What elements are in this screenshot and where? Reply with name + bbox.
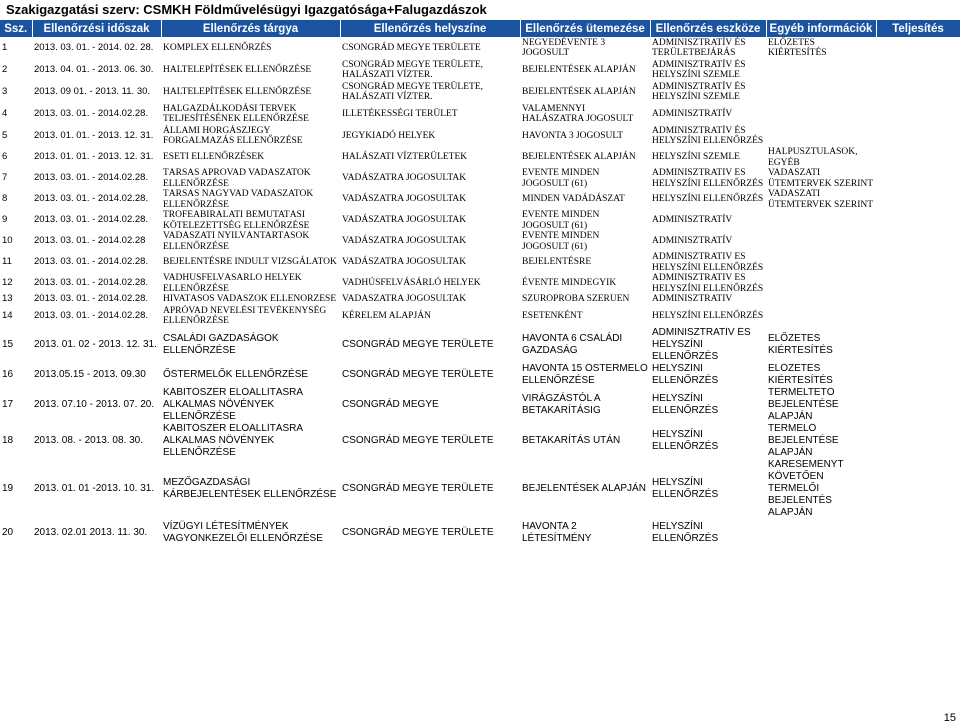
row-location: JEGYKIADÓ HELYEK: [342, 130, 436, 141]
row-location: CSONGRÁD MEGYE TERÜLETE: [342, 483, 494, 494]
row-tool: ADMINISZTRATÍV ÉS HELYSZÍNI ELLENŐRZÉS: [652, 252, 764, 273]
inspection-schedule-table: [0, 20, 960, 547]
row-period: 2013. 09 01. - 2013. 11. 30.: [34, 85, 151, 97]
row-subject: VÍZÜGYI LÉTESÍTMÉNYEK VAGYONKEZELŐI ELLENŐRZÉSE: [163, 521, 323, 544]
row-other-info: TERMELTETŐ BEJELENTÉSE ALAPJÁN: [768, 387, 839, 422]
row-period: 2013. 03. 01. - 2014.02.28.: [34, 214, 149, 226]
row-other-info: ELŐZETES KIÉRTESÍTÉS: [768, 363, 833, 386]
row-schedule: ÉVENTE MINDEGYIK: [522, 278, 617, 289]
row-tool: HELYSZÍNI ELLENŐRZÉS: [652, 477, 719, 500]
row-other-info: TERMELŐ BEJELENTÉSE ALAPJÁN: [768, 423, 839, 458]
row-period: 2013. 01. 01. - 2013. 12. 31.: [34, 129, 154, 141]
table-row: [0, 189, 960, 210]
header-row: [0, 20, 960, 37]
row-subject: HALGAZDÁLKODÁSI TERVEK TELJESÍTÉSÉNEK ELLENŐRZÉSE: [163, 103, 309, 124]
row-schedule: MINDEN VADÁDÁSZAT: [522, 194, 625, 205]
row-location: VADÁSZATRA JOGOSULTAK: [342, 236, 467, 247]
row-tool: HELYSZÍNI ELLENŐRZÉS: [652, 429, 719, 452]
row-other-info: [766, 294, 876, 305]
row-number: 6: [2, 151, 8, 163]
row-subject: CSALÁDI GAZDASÁGOK ELLENŐRZÉSE: [163, 333, 279, 356]
row-location: CSONGRÁD MEGYE TERÜLETE, HALÁSZATI VÍZTER.: [342, 81, 484, 102]
row-schedule: ÉVENTE MINDEN JOGOSULT (61): [522, 231, 600, 252]
row-subject: HIVATÁSOS VADÁSZOK ELLENŐRZÉSE: [163, 294, 337, 305]
row-fulfilment: [876, 294, 960, 305]
row-period: 2013. 03. 01. - 2014.02.28.: [34, 277, 149, 289]
table-row: [0, 459, 960, 519]
row-location: CSONGRÁD MEGYE TERÜLETE, HALÁSZATI VÍZTER.: [342, 59, 484, 80]
row-other-info: [766, 519, 876, 547]
row-schedule: HAVONTA 3 JOGOSULT: [522, 130, 624, 141]
row-period: 2013. 01. 02 - 2013. 12. 31.: [34, 339, 157, 350]
row-tool: ADMINISZTRATÍV: [652, 294, 733, 305]
table-row: [0, 103, 960, 125]
row-subject: KÁBÍTÓSZER ELŐÁLLÍTÁSRA ALKALMAS NÖVÉNYEK ELLENŐRZÉSE: [163, 387, 303, 422]
row-period: 2013.05.15 - 2013. 09.30: [34, 369, 146, 380]
row-tool: HELYSZÍNI ELLENŐRZÉS: [652, 521, 719, 544]
header-other-info: Egyéb információk: [766, 20, 876, 37]
row-tool: HELYSZÍNI ELLENŐRZÉS: [652, 393, 719, 416]
row-period: 2013. 04. 01. - 2013. 06. 30.: [34, 63, 154, 75]
row-period: 2013. 01. 01 -2013. 10. 31.: [34, 483, 155, 494]
row-subject: HALTELEPÍTÉSEK ELLENŐRZÉSE: [163, 64, 312, 75]
row-fulfilment: [876, 210, 960, 231]
row-tool: HELYSZÍNI ELLENŐRZÉS: [652, 310, 764, 321]
row-number: 12: [2, 277, 13, 289]
row-subject: KÁBÍTÓSZER ELŐÁLLÍTÁSRA ALKALMAS NÖVÉNYEK ELLENŐRZÉSE: [163, 423, 303, 458]
row-tool: ADMINISZTRATÍV ÉS HELYSZÍNI ELLENŐRZÉS: [652, 327, 751, 362]
row-subject: VADÁSZATI NYILVÁNTARTÁSOK ELLENŐRZÉSE: [163, 231, 310, 252]
row-fulfilment: [876, 81, 960, 103]
row-subject: TÁRSAS NAGYVAD VADÁSZATOK ELLENŐRZÉSE: [163, 189, 314, 210]
row-fulfilment: [876, 273, 960, 294]
row-tool: ADMINISZTRATÍV: [652, 236, 733, 247]
row-other-info: [766, 305, 876, 327]
row-other-info: [766, 125, 876, 147]
row-number: 11: [2, 256, 12, 268]
row-other-info: [766, 231, 876, 252]
row-other-info: HALPUSZTULÁSOK, EGYÉB: [768, 147, 858, 168]
row-period: 2013. 07.10 - 2013. 07. 20.: [34, 399, 155, 410]
row-period: 2013. 03. 01. - 2014.02.28.: [34, 309, 149, 321]
row-tool: HELYSZÍNI ELLENŐRZÉS: [652, 363, 719, 386]
row-subject: MEZŐGAZDASÁGI KÁRBEJELENTÉSEK ELLENŐRZÉSE: [163, 477, 337, 500]
header-ssz: Ssz.: [0, 20, 32, 37]
row-schedule: VALAMENNYI HALÁSZATRA JOGOSULT: [522, 103, 634, 124]
row-fulfilment: [876, 459, 960, 519]
row-schedule: BEJELENTÉSEK ALAPJÁN: [522, 483, 646, 494]
row-tool: ADMINISZTRATÍV ÉS HELYSZÍNI SZEMLE: [652, 59, 746, 80]
document-title: Szakigazgatási szerv: CSMKH Földművelésügyi Igazgatósága+Falugazdászok: [6, 2, 487, 17]
row-schedule: ÉVENTE MINDEN JOGOSULT (61): [522, 168, 600, 189]
table-row: [0, 363, 960, 387]
row-location: CSONGRÁD MEGYE TERÜLETE: [342, 435, 494, 446]
row-fulfilment: [876, 519, 960, 547]
row-fulfilment: [876, 231, 960, 252]
row-location: HALÁSZATI VÍZTERÜLETEK: [342, 152, 468, 163]
row-schedule: HAVONTA 6 CSALÁDI GAZDASÁG: [522, 333, 623, 356]
row-fulfilment: [876, 125, 960, 147]
row-other-info: [766, 103, 876, 125]
row-schedule: BEJELENTÉSEK ALAPJÁN: [522, 64, 636, 75]
row-fulfilment: [876, 363, 960, 387]
table-row: [0, 168, 960, 189]
row-fulfilment: [876, 37, 960, 59]
row-location: VADHÚSFELVÁSÁRLÓ HELYEK: [342, 278, 481, 289]
row-tool: ADMINISZTRATÍV ÉS HELYSZÍNI SZEMLE: [652, 81, 746, 102]
table-row: [0, 125, 960, 147]
row-number: 14: [2, 309, 13, 321]
table-row: [0, 231, 960, 252]
row-location: CSONGRÁD MEGYE TERÜLETE: [342, 42, 481, 53]
row-other-info: [766, 59, 876, 81]
row-number: 18: [2, 435, 14, 446]
row-tool: ADMINISZTRATÍV ÉS HELYSZÍNI ELLENŐRZÉS: [652, 125, 764, 146]
row-schedule: BEJELENTÉSEK ALAPJÁN: [522, 152, 636, 163]
row-schedule: ESETENKÉNT: [522, 310, 583, 321]
row-tool: ADMINISZTRATÍV ÉS HELYSZÍNI ELLENŐRZÉS: [652, 168, 764, 189]
row-number: 15: [2, 339, 14, 350]
row-tool: HELYSZÍNI ELLENŐRZÉS: [652, 194, 764, 205]
header-location: Ellenőrzés helyszíne: [340, 20, 520, 37]
row-location: ILLETÉKESSÉGI TERÜLET: [342, 108, 458, 119]
table-row: [0, 305, 960, 327]
table-row: [0, 81, 960, 103]
row-fulfilment: [876, 423, 960, 459]
row-number: 3: [2, 85, 8, 97]
row-fulfilment: [876, 305, 960, 327]
row-number: 8: [2, 193, 8, 205]
row-number: 1: [2, 41, 8, 53]
row-number: 2: [2, 63, 8, 75]
header-tool: Ellenőrzés eszköze: [650, 20, 766, 37]
row-schedule: HAVONTA 15 ŐSTERMELŐ ELLENŐRZÉSE: [522, 363, 648, 386]
table-row: [0, 252, 960, 273]
row-other-info: [766, 252, 876, 273]
table-row: [0, 294, 960, 305]
row-tool: ADMINISZTRATÍV ÉS HELYSZÍNI ELLENŐRZÉS: [652, 273, 764, 294]
row-period: 2013. 01. 01. - 2013. 12. 31.: [34, 151, 154, 163]
row-location: VADÁSZATRA JOGOSULTAK: [342, 173, 467, 184]
row-period: 2013. 03. 01. - 2014.02.28.: [34, 193, 149, 205]
row-period: 2013. 03. 01. - 2014.02.28.: [34, 172, 149, 184]
row-other-info: ELŐZETES KIÉRTESÍTÉS: [768, 37, 827, 58]
row-location: VADÁSZATRA JOGOSULTAK: [342, 215, 467, 226]
row-fulfilment: [876, 59, 960, 81]
table-row: [0, 387, 960, 423]
table-row: [0, 59, 960, 81]
row-location: CSONGRÁD MEGYE: [342, 399, 439, 410]
row-period: 2013. 03. 01. - 2014.02.28: [34, 235, 146, 247]
row-tool: ADMINISZTRATÍV: [652, 108, 733, 119]
row-subject: APRÓVAD NEVELÉSI TEVÉKENYSÉG ELLENŐRZÉSE: [163, 305, 327, 326]
row-subject: KOMPLEX ELLENŐRZÉS: [163, 42, 272, 53]
row-number: 20: [2, 527, 14, 538]
row-tool: ADMINISZTRATÍV ÉS TERÜLETBEJÁRÁS: [652, 37, 746, 58]
row-other-info: VADÁSZATI ÜTEMTERVEK SZERINT: [768, 189, 874, 210]
row-location: VADÁSZATRA JOGOSULTAK: [342, 294, 467, 305]
row-location: KÉRELEM ALAPJÁN: [342, 310, 431, 321]
row-number: 7: [2, 172, 8, 184]
row-fulfilment: [876, 168, 960, 189]
row-period: 2013. 02.01 2013. 11. 30.: [34, 527, 148, 538]
header-subject: Ellenőrzés tárgya: [161, 20, 340, 37]
row-subject: BEJELENTÉSRE INDULT VIZSGÁLATOK: [163, 257, 337, 268]
header-fulfilment: Teljesítés: [876, 20, 960, 37]
row-other-info: [766, 81, 876, 103]
table-body: [0, 37, 960, 547]
row-subject: HALTELEPÍTÉSEK ELLENŐRZÉSE: [163, 86, 312, 97]
row-period: 2013. 03. 01. - 2014. 02. 28.: [34, 41, 154, 53]
row-number: 16: [2, 369, 14, 380]
row-schedule: BETAKARÍTÁS UTÁN: [522, 435, 621, 446]
row-schedule: BEJELENTÉSRE: [522, 257, 592, 268]
row-fulfilment: [876, 327, 960, 363]
row-fulfilment: [876, 387, 960, 423]
row-subject: VADHÚSFELVÁSÁRLÓ HELYEK ELLENŐRZÉSE: [163, 273, 302, 294]
row-other-info: KÁRESEMÉNYT KÖVETŐEN TERMELŐI BEJELENTÉS ALAPJÁN: [768, 459, 844, 518]
row-number: 19: [2, 483, 14, 494]
row-number: 5: [2, 129, 8, 141]
row-location: CSONGRÁD MEGYE TERÜLETE: [342, 339, 494, 350]
row-tool: HELYSZÍNI SZEMLE: [652, 152, 740, 163]
row-schedule: NEGYEDÉVENTE 3 JOGOSULT: [522, 37, 606, 58]
row-period: 2013. 03. 01. - 2014.02.28.: [34, 107, 149, 119]
table-row: [0, 273, 960, 294]
table-row: [0, 37, 960, 59]
row-number: 17: [2, 399, 14, 410]
row-number: 10: [2, 235, 13, 247]
row-subject: ESETI ELLENŐRZÉSEK: [163, 152, 265, 163]
row-schedule: ÉVENTE MINDEN JOGOSULT (61): [522, 210, 600, 231]
row-schedule: HAVONTA 2 LÉTESÍTMÉNY: [522, 521, 592, 544]
row-fulfilment: [876, 103, 960, 125]
row-tool: ADMINISZTRATÍV: [652, 215, 733, 226]
row-other-info: VADÁSZATI ÜTEMTERVEK SZERINT: [768, 168, 874, 189]
page-number: 15: [943, 712, 956, 724]
row-subject: TÁRSAS APRÓVAD VADÁSZATOK ELLENŐRZÉSE: [163, 168, 311, 189]
row-other-info: [766, 210, 876, 231]
table-row: [0, 210, 960, 231]
row-subject: ÁLLAMI HORGÁSZJEGY FORGALMAZÁS ELLENŐRZÉSE: [163, 125, 303, 146]
table-row: [0, 327, 960, 363]
row-subject: ŐSTERMELŐK ELLENŐRZÉSE: [163, 369, 309, 380]
row-other-info: [766, 273, 876, 294]
row-period: 2013. 08. - 2013. 08. 30.: [34, 435, 143, 446]
row-location: CSONGRÁD MEGYE TERÜLETE: [342, 369, 494, 380]
row-schedule: VIRÁGZÁSTÓL A BETAKARÍTÁSIG: [522, 393, 601, 416]
header-schedule: Ellenőrzés ütemezése: [520, 20, 650, 37]
row-location: CSONGRÁD MEGYE TERÜLETE: [342, 527, 494, 538]
row-schedule: SZÚRÓPRÓBA SZERŰEN: [522, 294, 630, 305]
row-subject: TRÓFEABÍRÁLATI BEMUTATÁSI KÖTELEZETTSÉG ELLENŐRZÉSE: [163, 210, 310, 231]
row-fulfilment: [876, 147, 960, 168]
row-location: VADÁSZATRA JOGOSULTAK: [342, 194, 467, 205]
table-row: [0, 423, 960, 459]
row-fulfilment: [876, 252, 960, 273]
row-location: VADÁSZATRA JOGOSULTAK: [342, 257, 467, 268]
table-row: [0, 519, 960, 547]
row-number: 13: [2, 294, 13, 305]
row-period: 2013. 03. 01. - 2014.02.28.: [34, 294, 149, 305]
header-period: Ellenőrzési időszak: [32, 20, 161, 37]
table-row: [0, 147, 960, 168]
row-fulfilment: [876, 189, 960, 210]
row-schedule: BEJELENTÉSEK ALAPJÁN: [522, 86, 636, 97]
row-number: 4: [2, 107, 8, 119]
row-period: 2013. 03. 01. - 2014.02.28.: [34, 256, 149, 268]
row-other-info: ELŐZETES KIÉRTESÍTÉS: [768, 333, 833, 356]
row-number: 9: [2, 214, 8, 226]
